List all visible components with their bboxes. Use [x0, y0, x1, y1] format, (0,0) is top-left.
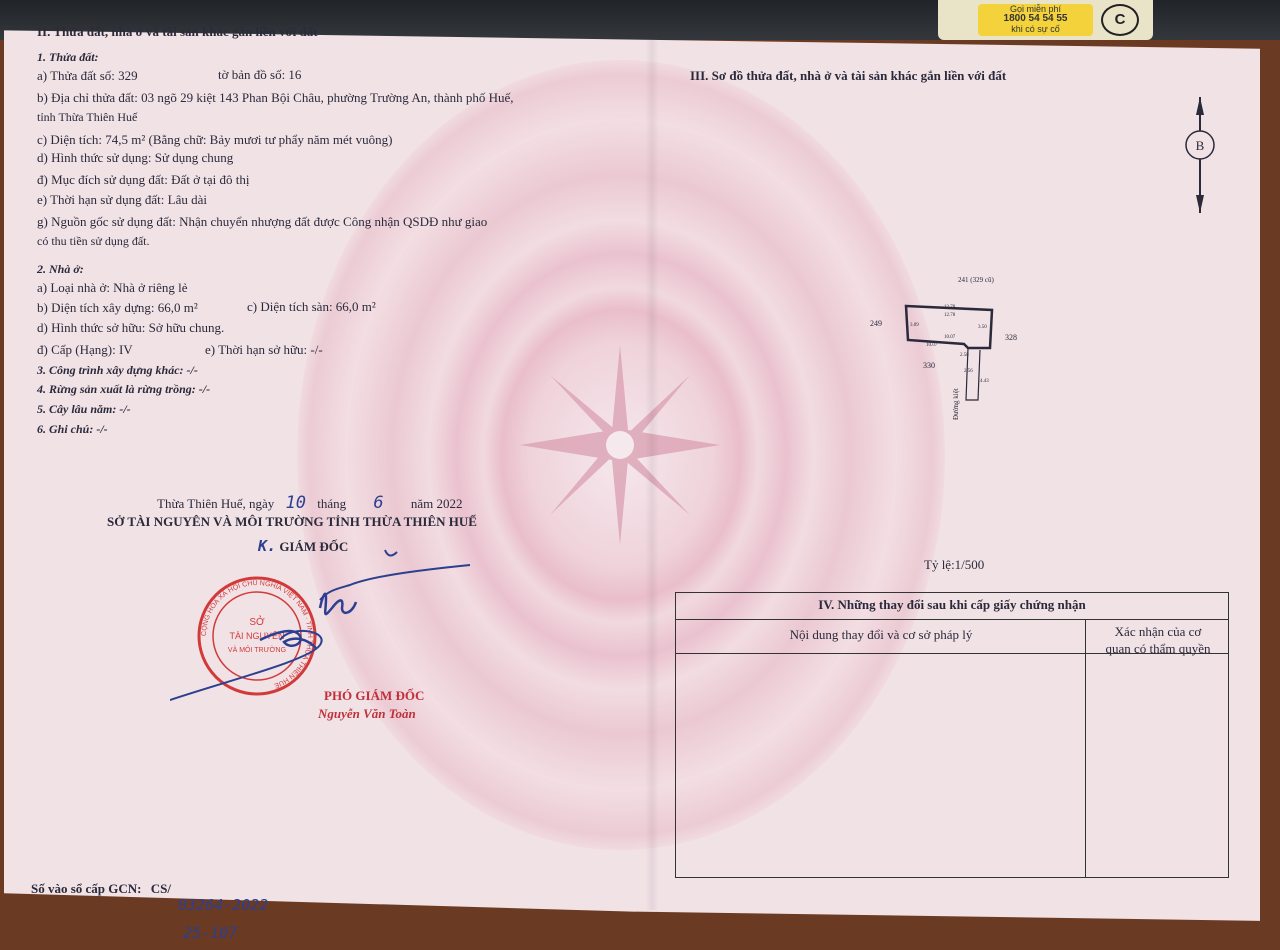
house-ownership: d) Hình thức sở hữu: Sở hữu chung. — [37, 320, 225, 335]
map-dim: 4.43 — [980, 379, 989, 384]
changes-col-confirmation-l1: Xác nhận của cơ — [1114, 624, 1202, 639]
land-area: c) Diện tích: 74,5 m² (Bằng chữ: Bảy mươi tư phẩy năm mét vuông) — [37, 132, 393, 147]
issuing-authority: SỞ TÀI NGUYÊN VÀ MÔI TRƯỜNG TỈNH THỪA THIÊN HUẾ — [107, 514, 477, 529]
signer-name: Nguyễn Văn Toàn — [318, 706, 416, 721]
hotline-text-top: Gọi miễn phí — [1009, 4, 1062, 14]
changes-table-divider — [676, 619, 1086, 877]
map-dim: 12.78 — [944, 305, 956, 310]
hotline-card — [938, 0, 1153, 40]
svg-text:CỘNG HÒA XÃ HỘI CHỦ NGHĨA VIỆT: CỘNG HÒA XÃ HỘI CHỦ NGHĨA VIỆT NAM · TỈNH THỪA THIÊN HUẾ — [200, 579, 314, 689]
house-grade: đ) Cấp (Hạng): IV — [37, 342, 133, 357]
notes: 6. Ghi chú: -/- — [37, 422, 108, 436]
page-fold — [645, 40, 659, 910]
gcn-sub-number: 25-107 — [183, 924, 238, 942]
north-label: B — [1195, 138, 1205, 153]
map-dim: 3.50 — [978, 325, 987, 330]
issue-date — [157, 493, 463, 513]
changes-table — [675, 592, 1229, 878]
deputy-director-title: PHÓ GIÁM ĐỐC — [324, 688, 425, 703]
director-label: GIÁM ĐỐC — [279, 539, 349, 554]
svg-text:SỞ: SỞ — [249, 617, 265, 628]
map-dim: 12.78 — [944, 313, 956, 318]
map-dim: 10.07 — [944, 335, 956, 340]
production-forest: 4. Rừng sản xuất là rừng trồng: -/- — [37, 382, 211, 396]
house-type: a) Loại nhà ở: Nhà ở riêng lẻ — [37, 280, 188, 295]
svg-text:VÀ MÔI TRƯỜNG: VÀ MÔI TRƯỜNG — [227, 647, 287, 654]
section-ii-title: II. Thửa đất, nhà ở và tài sản khác gắn liền với đất — [37, 24, 318, 39]
handwritten-signature — [170, 540, 490, 710]
hotline-phone: 1800 54 54 55 — [1003, 13, 1068, 24]
perennial-trees: 5. Cây lâu năm: -/- — [37, 402, 131, 416]
land-plot-number: a) Thửa đất số: 329 — [37, 68, 138, 83]
land-use-term: e) Thời hạn sử dụng đất: Lâu dài — [37, 192, 208, 207]
changes-col-content: Nội dung thay đổi và cơ sở pháp lý — [789, 627, 973, 642]
map-neighbor-top: 241 (329 cũ) — [958, 276, 994, 284]
house-floor-area: c) Diện tích sàn: 66,0 m² — [247, 299, 376, 314]
changes-col-confirmation — [1092, 623, 1224, 657]
drum-star-icon — [520, 345, 720, 545]
issue-date-prefix: Thừa Thiên Huế, ngày — [157, 496, 275, 511]
gcn-cs: CS/ — [150, 881, 171, 896]
map-dim: 2.56 — [964, 369, 973, 374]
house-term: e) Thời hạn sở hữu: -/- — [205, 342, 323, 357]
hotline-badge — [978, 4, 1093, 36]
changes-table-title: IV. Những thay đổi sau khi cấp giấy chứng nhận — [676, 593, 1228, 620]
brand-logo-icon: C — [1101, 4, 1139, 36]
map-dim: 10.07 — [926, 343, 938, 348]
section-iii-title: III. Sơ đồ thửa đất, nhà ở và tài sản khác gắn liền với đất — [690, 68, 1007, 83]
other-works: 3. Công trình xây dựng khác: -/- — [37, 363, 198, 377]
director-prefix: K. — [258, 537, 277, 555]
map-dim: 2.58 — [960, 353, 969, 358]
house-build-area: b) Diện tích xây dựng: 66,0 m² — [37, 300, 198, 315]
gcn-number: 03264-2022 — [178, 896, 269, 914]
svg-text:TÀI NGUYÊN: TÀI NGUYÊN — [229, 631, 285, 641]
parcel-map — [860, 270, 1040, 430]
map-road-label: Đường kiệt — [952, 388, 960, 420]
map-neighbor-bottom: 330 — [923, 361, 935, 370]
issue-month-label: tháng — [317, 496, 347, 511]
land-use-purpose: đ) Mục đích sử dụng đất: Đất ở tại đô thị — [37, 172, 250, 187]
land-map-sheet: tờ bản đồ số: 16 — [218, 67, 302, 82]
land-heading: 1. Thửa đất: — [37, 50, 99, 64]
land-origin: g) Nguồn gốc sử dụng đất: Nhận chuyển nhượng đất được Công nhận QSDĐ như giao — [37, 214, 488, 229]
house-heading: 2. Nhà ở: — [37, 262, 84, 276]
issue-day: 10 — [285, 493, 307, 513]
issue-year: năm 2022 — [410, 496, 463, 511]
map-scale: Tỷ lệ:1/500 — [924, 557, 985, 572]
gcn-label: Số vào sổ cấp GCN: — [31, 881, 142, 896]
land-address: b) Địa chỉ thửa đất: 03 ngõ 29 kiệt 143 Phan Bội Châu, phường Trường An, thành phố Huế, — [37, 90, 514, 105]
map-dim: 3.09 — [910, 323, 919, 328]
map-neighbor-left: 249 — [870, 319, 882, 328]
land-origin-cont: có thu tiền sử dụng đất. — [37, 234, 150, 248]
land-province: tỉnh Thừa Thiên Huế — [37, 110, 138, 124]
gcn-register-label — [31, 881, 171, 897]
map-neighbor-right: 328 — [1005, 333, 1017, 342]
issue-month: 6 — [373, 493, 384, 513]
north-arrow-icon — [1180, 95, 1220, 215]
land-use-form: d) Hình thức sử dụng: Sử dụng chung — [37, 150, 234, 165]
changes-col-confirmation-l2: quan có thẩm quyền — [1105, 641, 1211, 656]
hotline-text-bottom: khi có sự cố — [1011, 24, 1060, 34]
